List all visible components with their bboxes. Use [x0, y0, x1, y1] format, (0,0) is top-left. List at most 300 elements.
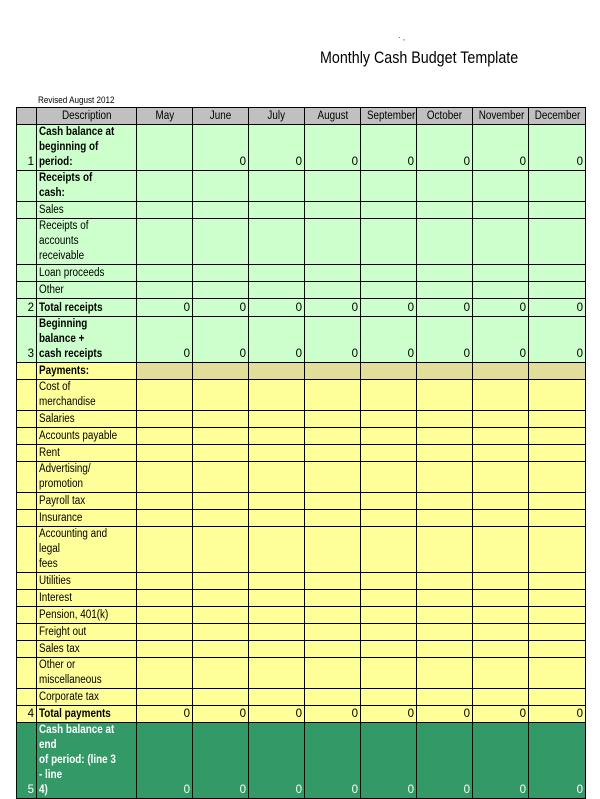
value-cell[interactable]: 0 — [417, 125, 473, 171]
value-cell[interactable] — [193, 202, 249, 219]
value-cell[interactable] — [473, 282, 529, 299]
accounting-row-label: Accounting and legal fees — [37, 527, 137, 573]
row-index: 2 — [17, 299, 37, 317]
value-cell[interactable]: 0 — [417, 723, 473, 799]
payment-row — [17, 573, 586, 590]
value-cell[interactable] — [417, 171, 473, 202]
value-cell[interactable] — [305, 573, 361, 590]
payment-row — [17, 380, 586, 411]
value-cell[interactable] — [249, 171, 305, 202]
value-cell[interactable] — [417, 607, 473, 624]
value-cell[interactable] — [193, 527, 249, 573]
value-cell[interactable] — [417, 411, 473, 428]
value-cell[interactable]: 0 — [473, 299, 529, 317]
value-cell[interactable] — [193, 219, 249, 265]
value-cell[interactable] — [137, 607, 193, 624]
value-cell[interactable] — [137, 363, 193, 380]
value-cell[interactable] — [193, 265, 249, 282]
column-header-october: October — [417, 108, 473, 125]
value-cell[interactable] — [473, 171, 529, 202]
value-cell[interactable] — [529, 428, 586, 445]
value-cell[interactable]: 0 — [417, 317, 473, 363]
value-cell[interactable] — [529, 510, 586, 527]
value-cell[interactable] — [249, 282, 305, 299]
value-cell[interactable] — [305, 607, 361, 624]
value-cell[interactable] — [305, 510, 361, 527]
value-cell[interactable] — [417, 265, 473, 282]
value-cell[interactable]: 0 — [193, 706, 249, 723]
value-cell[interactable] — [529, 527, 586, 573]
value-cell[interactable] — [529, 641, 586, 658]
payment-row — [17, 510, 586, 527]
value-cell[interactable] — [137, 493, 193, 510]
receipts-ar-row — [17, 219, 586, 265]
value-cell[interactable] — [193, 462, 249, 493]
value-cell[interactable] — [305, 282, 361, 299]
value-cell[interactable] — [529, 171, 586, 202]
value-cell[interactable] — [473, 641, 529, 658]
value-cell[interactable]: 0 — [529, 706, 586, 723]
row-index — [17, 510, 37, 527]
value-cell[interactable] — [137, 411, 193, 428]
value-cell[interactable] — [361, 510, 417, 527]
value-cell[interactable] — [249, 445, 305, 462]
value-cell[interactable] — [361, 380, 417, 411]
row-index — [17, 590, 37, 607]
value-cell[interactable]: 0 — [305, 125, 361, 171]
value-cell[interactable]: 0 — [137, 706, 193, 723]
payment-row — [17, 445, 586, 462]
value-cell[interactable] — [193, 445, 249, 462]
value-cell[interactable] — [417, 510, 473, 527]
value-cell[interactable]: 0 — [193, 125, 249, 171]
cash-end-row-label: Cash balance at end of period: (line 3 - line 4) — [37, 723, 137, 799]
value-cell[interactable] — [361, 590, 417, 607]
payment-row-label: Payroll tax — [37, 493, 137, 510]
value-cell[interactable] — [473, 428, 529, 445]
value-cell[interactable] — [473, 265, 529, 282]
value-cell[interactable] — [417, 624, 473, 641]
value-cell[interactable] — [249, 689, 305, 706]
value-cell[interactable]: 0 — [249, 299, 305, 317]
column-header-july: July — [249, 108, 305, 125]
row-index — [17, 573, 37, 590]
value-cell[interactable]: 0 — [249, 706, 305, 723]
value-cell[interactable] — [417, 573, 473, 590]
payment-row — [17, 641, 586, 658]
value-cell[interactable] — [193, 411, 249, 428]
value-cell[interactable] — [249, 462, 305, 493]
value-cell[interactable]: 0 — [473, 723, 529, 799]
row-index: 3 — [17, 317, 37, 363]
value-cell[interactable]: 0 — [473, 125, 529, 171]
row-index: 1 — [17, 125, 37, 171]
value-cell[interactable] — [193, 689, 249, 706]
value-cell[interactable] — [137, 641, 193, 658]
row-index-header — [17, 108, 37, 125]
row-index — [17, 462, 37, 493]
column-header-description: Description — [37, 108, 137, 125]
value-cell[interactable] — [473, 658, 529, 689]
row-index — [17, 380, 37, 411]
value-cell[interactable] — [137, 624, 193, 641]
cash-budget-table — [16, 107, 586, 799]
payment-row — [17, 624, 586, 641]
value-cell[interactable] — [249, 624, 305, 641]
other-misc-row-label: Other or miscellaneous — [37, 658, 137, 689]
row-index — [17, 219, 37, 265]
value-cell[interactable]: 0 — [361, 125, 417, 171]
value-cell[interactable]: 0 — [361, 706, 417, 723]
value-cell[interactable] — [529, 658, 586, 689]
value-cell[interactable] — [417, 219, 473, 265]
value-cell[interactable]: 0 — [529, 723, 586, 799]
value-cell[interactable]: 0 — [249, 125, 305, 171]
value-cell[interactable] — [529, 202, 586, 219]
value-cell[interactable] — [305, 624, 361, 641]
value-cell[interactable] — [137, 380, 193, 411]
value-cell[interactable] — [249, 363, 305, 380]
value-cell[interactable] — [249, 658, 305, 689]
cash-start-row-label: Cash balance at beginning of period: — [37, 125, 137, 171]
value-cell[interactable] — [137, 282, 193, 299]
value-cell[interactable]: 0 — [305, 723, 361, 799]
value-cell[interactable] — [249, 493, 305, 510]
payment-row — [17, 411, 586, 428]
value-cell[interactable]: 0 — [361, 317, 417, 363]
value-cell[interactable] — [473, 510, 529, 527]
value-cell[interactable] — [529, 363, 586, 380]
receipts-header-row-label: Receipts of cash: — [37, 171, 137, 202]
value-cell[interactable]: 0 — [361, 299, 417, 317]
payment-row — [17, 462, 586, 493]
value-cell[interactable] — [193, 510, 249, 527]
corporate-tax-row — [17, 689, 586, 706]
row-index — [17, 607, 37, 624]
row-index — [17, 202, 37, 219]
header-mark: · , — [398, 33, 406, 42]
value-cell[interactable] — [137, 527, 193, 573]
value-cell[interactable] — [361, 445, 417, 462]
value-cell[interactable] — [473, 527, 529, 573]
value-cell[interactable] — [305, 462, 361, 493]
value-cell[interactable] — [137, 573, 193, 590]
row-index — [17, 493, 37, 510]
value-cell[interactable] — [137, 265, 193, 282]
value-cell[interactable]: 0 — [305, 706, 361, 723]
payment-row-label: Interest — [37, 590, 137, 607]
value-cell[interactable] — [193, 590, 249, 607]
value-cell[interactable] — [417, 428, 473, 445]
row-index — [17, 265, 37, 282]
value-cell[interactable]: 0 — [473, 706, 529, 723]
value-cell[interactable] — [529, 493, 586, 510]
payment-row — [17, 428, 586, 445]
value-cell[interactable] — [305, 411, 361, 428]
value-cell[interactable]: 0 — [529, 317, 586, 363]
begin-plus-row-label: Beginning balance + cash receipts — [37, 317, 137, 363]
payment-row — [17, 493, 586, 510]
begin-plus-row — [17, 317, 586, 363]
value-cell[interactable] — [417, 363, 473, 380]
value-cell[interactable] — [529, 607, 586, 624]
payment-row-label: Insurance — [37, 510, 137, 527]
header-row — [17, 108, 586, 125]
value-cell[interactable] — [305, 493, 361, 510]
column-header-may: May — [137, 108, 193, 125]
other-receipts-row — [17, 282, 586, 299]
value-cell[interactable] — [473, 607, 529, 624]
value-cell[interactable] — [193, 658, 249, 689]
value-cell[interactable] — [473, 689, 529, 706]
payment-row-label: Advertising/ promotion — [37, 462, 137, 493]
value-cell[interactable]: 0 — [193, 299, 249, 317]
value-cell[interactable] — [529, 462, 586, 493]
other-receipts-row-label: Other — [37, 282, 137, 299]
value-cell[interactable] — [305, 527, 361, 573]
value-cell[interactable] — [361, 265, 417, 282]
row-index — [17, 171, 37, 202]
value-cell[interactable] — [193, 380, 249, 411]
value-cell[interactable]: 0 — [473, 317, 529, 363]
value-cell[interactable] — [305, 265, 361, 282]
value-cell[interactable] — [249, 607, 305, 624]
value-cell[interactable] — [305, 202, 361, 219]
value-cell[interactable] — [473, 380, 529, 411]
value-cell[interactable] — [361, 573, 417, 590]
value-cell[interactable] — [473, 219, 529, 265]
row-index: 5 — [17, 723, 37, 799]
value-cell[interactable] — [361, 624, 417, 641]
value-cell[interactable] — [417, 658, 473, 689]
value-cell[interactable] — [361, 607, 417, 624]
value-cell[interactable] — [193, 624, 249, 641]
value-cell[interactable] — [529, 445, 586, 462]
row-index — [17, 658, 37, 689]
value-cell[interactable] — [137, 125, 193, 171]
value-cell[interactable] — [473, 411, 529, 428]
value-cell[interactable] — [137, 428, 193, 445]
value-cell[interactable] — [137, 462, 193, 493]
value-cell[interactable] — [305, 641, 361, 658]
value-cell[interactable] — [249, 590, 305, 607]
value-cell[interactable] — [529, 411, 586, 428]
value-cell[interactable] — [529, 265, 586, 282]
value-cell[interactable]: 0 — [137, 317, 193, 363]
value-cell[interactable] — [417, 445, 473, 462]
payment-row — [17, 590, 586, 607]
value-cell[interactable] — [473, 590, 529, 607]
value-cell[interactable] — [193, 428, 249, 445]
value-cell[interactable] — [193, 573, 249, 590]
column-header-november: November — [473, 108, 529, 125]
value-cell[interactable] — [361, 202, 417, 219]
value-cell[interactable] — [417, 590, 473, 607]
payment-row-label: Salaries — [37, 411, 137, 428]
value-cell[interactable] — [473, 493, 529, 510]
payment-row-label: Freight out — [37, 624, 137, 641]
value-cell[interactable] — [417, 527, 473, 573]
column-header-august: August — [305, 108, 361, 125]
value-cell[interactable] — [417, 462, 473, 493]
value-cell[interactable] — [137, 689, 193, 706]
value-cell[interactable] — [361, 363, 417, 380]
value-cell[interactable] — [249, 202, 305, 219]
value-cell[interactable] — [473, 462, 529, 493]
row-index — [17, 689, 37, 706]
value-cell[interactable] — [137, 219, 193, 265]
revised-note: Revised August 2012 — [38, 95, 115, 105]
value-cell[interactable]: 0 — [305, 299, 361, 317]
value-cell[interactable] — [361, 282, 417, 299]
value-cell[interactable] — [361, 219, 417, 265]
row-index: 4 — [17, 706, 37, 723]
value-cell[interactable] — [361, 658, 417, 689]
value-cell[interactable] — [249, 527, 305, 573]
value-cell[interactable] — [249, 428, 305, 445]
accounting-row — [17, 527, 586, 573]
value-cell[interactable] — [529, 590, 586, 607]
row-index — [17, 363, 37, 380]
column-header-june: June — [193, 108, 249, 125]
payments-header-row-label: Payments: — [37, 363, 137, 380]
value-cell[interactable] — [529, 380, 586, 411]
value-cell[interactable]: 0 — [529, 299, 586, 317]
row-index — [17, 428, 37, 445]
value-cell[interactable] — [193, 363, 249, 380]
payments-header-row — [17, 363, 586, 380]
value-cell[interactable] — [417, 282, 473, 299]
value-cell[interactable] — [529, 219, 586, 265]
cash-end-row — [17, 723, 586, 799]
value-cell[interactable] — [249, 411, 305, 428]
value-cell[interactable] — [529, 573, 586, 590]
value-cell[interactable] — [249, 641, 305, 658]
row-index — [17, 641, 37, 658]
row-index — [17, 624, 37, 641]
value-cell[interactable] — [137, 658, 193, 689]
value-cell[interactable] — [361, 641, 417, 658]
value-cell[interactable] — [473, 202, 529, 219]
value-cell[interactable]: 0 — [193, 723, 249, 799]
cash-start-row — [17, 125, 586, 171]
value-cell[interactable] — [417, 689, 473, 706]
value-cell[interactable] — [249, 510, 305, 527]
value-cell[interactable]: 0 — [137, 299, 193, 317]
value-cell[interactable]: 0 — [529, 125, 586, 171]
row-index — [17, 411, 37, 428]
value-cell[interactable] — [417, 202, 473, 219]
value-cell[interactable] — [361, 527, 417, 573]
value-cell[interactable] — [473, 573, 529, 590]
value-cell[interactable] — [193, 641, 249, 658]
value-cell[interactable] — [305, 689, 361, 706]
value-cell[interactable] — [417, 493, 473, 510]
value-cell[interactable] — [361, 428, 417, 445]
value-cell[interactable] — [473, 363, 529, 380]
value-cell[interactable]: 0 — [361, 723, 417, 799]
value-cell[interactable] — [137, 590, 193, 607]
other-misc-row — [17, 658, 586, 689]
value-cell[interactable] — [529, 689, 586, 706]
value-cell[interactable]: 0 — [417, 706, 473, 723]
value-cell[interactable]: 0 — [249, 723, 305, 799]
value-cell[interactable] — [361, 411, 417, 428]
value-cell[interactable] — [305, 219, 361, 265]
payment-row-label: Accounts payable — [37, 428, 137, 445]
value-cell[interactable] — [417, 641, 473, 658]
value-cell[interactable] — [473, 624, 529, 641]
payment-row-label: Cost of merchandise — [37, 380, 137, 411]
value-cell[interactable] — [193, 282, 249, 299]
value-cell[interactable] — [249, 265, 305, 282]
page-title: Monthly Cash Budget Template — [320, 48, 519, 67]
value-cell[interactable] — [137, 171, 193, 202]
value-cell[interactable] — [193, 493, 249, 510]
value-cell[interactable] — [137, 510, 193, 527]
row-index — [17, 445, 37, 462]
value-cell[interactable] — [305, 380, 361, 411]
total-payments-row-label: Total payments — [37, 706, 137, 723]
sales-row-label: Sales — [37, 202, 137, 219]
payment-row-label: Utilities — [37, 573, 137, 590]
sales-row — [17, 202, 586, 219]
total-receipts-row — [17, 299, 586, 317]
value-cell[interactable] — [249, 380, 305, 411]
receipts-header-row — [17, 171, 586, 202]
value-cell[interactable] — [417, 380, 473, 411]
value-cell[interactable] — [529, 282, 586, 299]
column-header-september: September — [361, 108, 417, 125]
value-cell[interactable]: 0 — [249, 317, 305, 363]
total-payments-row — [17, 706, 586, 723]
value-cell[interactable]: 0 — [137, 723, 193, 799]
value-cell[interactable] — [305, 428, 361, 445]
receipts-ar-row-label: Receipts of accounts receivable — [37, 219, 137, 265]
value-cell[interactable] — [193, 171, 249, 202]
column-header-december: December — [529, 108, 586, 125]
value-cell[interactable] — [361, 462, 417, 493]
value-cell[interactable] — [361, 689, 417, 706]
value-cell[interactable] — [305, 658, 361, 689]
value-cell[interactable]: 0 — [193, 317, 249, 363]
value-cell[interactable] — [529, 624, 586, 641]
value-cell[interactable]: 0 — [417, 299, 473, 317]
value-cell[interactable] — [137, 202, 193, 219]
value-cell[interactable] — [361, 171, 417, 202]
total-receipts-row-label: Total receipts — [37, 299, 137, 317]
value-cell[interactable] — [305, 445, 361, 462]
value-cell[interactable] — [305, 590, 361, 607]
value-cell[interactable] — [473, 445, 529, 462]
payment-row-label: Sales tax — [37, 641, 137, 658]
loan-row-label: Loan proceeds — [37, 265, 137, 282]
row-index — [17, 282, 37, 299]
payment-row-label: Pension, 401(k) — [37, 607, 137, 624]
value-cell[interactable] — [249, 573, 305, 590]
payment-row — [17, 607, 586, 624]
value-cell[interactable] — [361, 493, 417, 510]
payment-row-label: Rent — [37, 445, 137, 462]
value-cell[interactable] — [137, 445, 193, 462]
value-cell[interactable]: 0 — [305, 317, 361, 363]
value-cell[interactable] — [193, 607, 249, 624]
value-cell[interactable] — [305, 363, 361, 380]
value-cell[interactable] — [305, 171, 361, 202]
value-cell[interactable] — [249, 219, 305, 265]
corporate-tax-row-label: Corporate tax — [37, 689, 137, 706]
row-index — [17, 527, 37, 573]
